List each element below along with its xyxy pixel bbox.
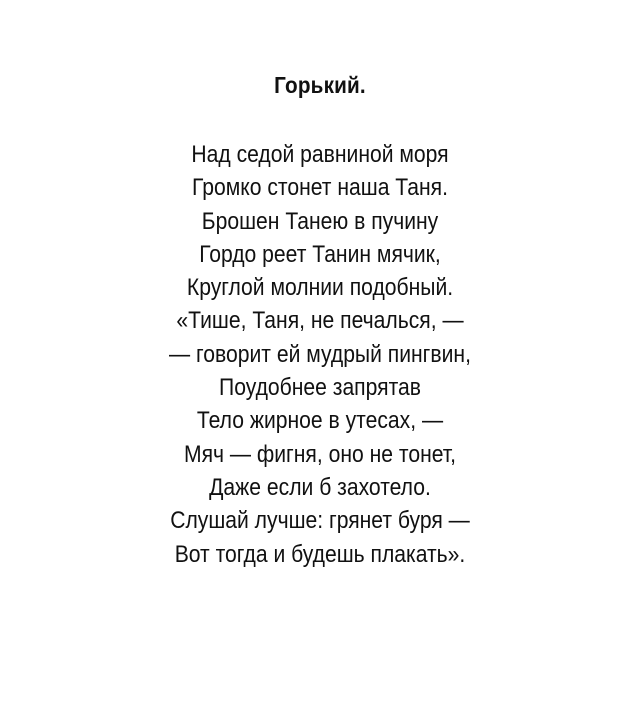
poem-line: Поудобнее запрятав xyxy=(219,374,421,402)
poem-line: — говорит ей мудрый пингвин, xyxy=(169,340,471,368)
poem-title: Горький. xyxy=(274,72,366,98)
poem-line: «Тише, Таня, не печалься, — xyxy=(176,307,464,335)
poem-line: Круглой молнии подобный. xyxy=(186,274,454,302)
poem-line: Слушай лучше: грянет буря — xyxy=(170,507,470,535)
poem-line: Громко стонет наша Таня. xyxy=(192,174,448,202)
poem-line: Вот тогда и будешь плакать». xyxy=(174,540,466,568)
poem-line: Тело жирное в утесах, — xyxy=(196,407,444,435)
poem-body xyxy=(0,138,640,571)
poem-line: Брошен Танею в пучину xyxy=(201,207,439,235)
poem-line: Мяч — фигня, оно не тонет, xyxy=(183,440,457,468)
poem-line: Над седой равниной моря xyxy=(191,141,449,168)
poem-line: Даже если б захотело. xyxy=(209,473,431,501)
poem-line: Гордо реет Танин мячик, xyxy=(199,240,441,268)
